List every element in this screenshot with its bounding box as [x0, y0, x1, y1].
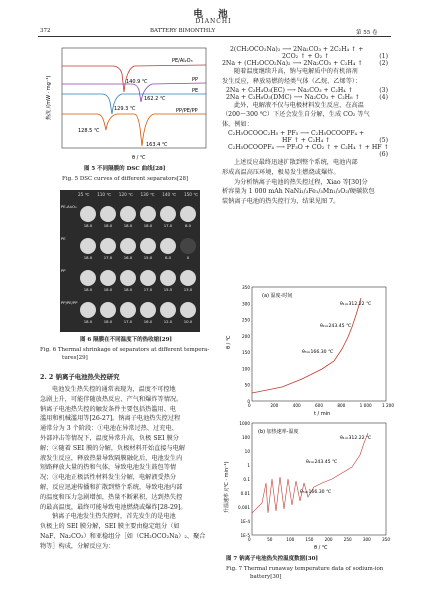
fig6-value: 13.0 [183, 287, 193, 292]
fig6-temp-label: 150 ℃ [183, 192, 198, 197]
curve-pp [62, 83, 206, 102]
fig6-value: 17.0 [123, 319, 133, 324]
journal-title: 电 池 [193, 9, 234, 20]
body-line: 急剧上升，可能伴随放热反应、产气和爆炸等情况。 [40, 395, 183, 403]
peak-label-1: 140.9 ℃ [126, 79, 148, 85]
fig6-sample [180, 302, 196, 318]
para-right-1: 上述反应最终迅速扩散到整个系统，电池内部 [234, 158, 358, 166]
fig7b-y-tick: 0.01 [240, 491, 250, 496]
volume-label: 第 55 卷 [356, 30, 378, 36]
fig7a-ann-2: θ₂=243.45 ℃ [320, 324, 352, 329]
legend-pe-al2o3: PE/Al₂O₃ [172, 58, 193, 64]
fig5-ylabel: 热流 /(mW · mg⁻¹) [46, 75, 52, 120]
para-right-2: 形成高温高压环境，极易发生燃烧或爆炸。 [222, 168, 340, 176]
body-line: 的最高温度，最终可能导致电池燃烧或爆炸[28-29]。 [40, 503, 187, 511]
fig6-caption-en: Fig. 6 Thermal shrinkage of separators at different tempera- [40, 347, 210, 353]
body-line: 物等］构成，分解反应为： [40, 542, 115, 550]
fig7-caption-en-2: battery[30] [250, 574, 282, 580]
fig6-row-label: PE-Al₂O₃ [61, 204, 77, 209]
fig7b-x-tick: 250 [343, 537, 352, 542]
fig7b-y-tick: 0.1 [243, 477, 250, 482]
section-heading: 2. 2 钠离子电池热失控研究 [40, 373, 120, 381]
fig6-row [60, 298, 200, 328]
fig5-caption-cn: 图 5 不同隔膜的 DSC 曲线[28] [84, 166, 166, 172]
fig6-sample [100, 206, 116, 222]
legend-pp: PP [192, 77, 199, 83]
peak-label-4: 128.5 ℃ [78, 128, 100, 134]
header-rule [38, 36, 391, 37]
fig7b-rate-curve [252, 433, 368, 513]
fig6-value: 15.0 [143, 255, 153, 260]
equation-1: 2(CH₂OCO₂Na)₂ ⟶ 2Na₂CO₃ + 2C₂H₄ ↑ + [230, 46, 364, 53]
running-header: BATTERY BIMONTHLY [150, 28, 216, 34]
fig6-value: 18.0 [143, 223, 153, 228]
fig6-value: 6.0 [164, 255, 172, 260]
fig7b-xlabel: θ / ℃ [314, 545, 328, 551]
fig6-sample [80, 238, 96, 254]
fig7a-y-tick: 200 [242, 333, 250, 339]
fig6-value: 0 [186, 255, 190, 260]
fig7b-x-tick: 300 [362, 537, 371, 542]
fig5-xlabel: θ / ℃ [132, 155, 146, 161]
fig7b-y-tick: 10 [244, 449, 250, 454]
fig7b-ann-1: θ₁=312.22 ℃ [340, 436, 372, 441]
fig6-temp-label: 140 ℃ [162, 192, 177, 197]
fig6-sample [160, 270, 176, 286]
peak-label-2: 162.2 ℃ [144, 96, 166, 102]
fig7b-ann-3: θ₃=166.30 ℃ [300, 490, 332, 495]
body-line: 电池发生热失控的通常表现为，温度不可控地 [52, 386, 176, 393]
fig7-chart [222, 283, 392, 553]
fig6-sample [160, 206, 176, 222]
fig7b-title: (b) 加热速率-温度 [258, 429, 299, 435]
para-mid-5: 体，例如： [222, 121, 253, 129]
fig6-value: 8.0 [184, 223, 192, 228]
fig7a-y-tick: 0 [247, 399, 250, 404]
peak-label-5: 163.4 ℃ [146, 142, 168, 148]
fig6-value: 18.0 [83, 223, 93, 228]
fig6-photo-grid [60, 190, 200, 332]
fig7a-x-tick: 800 [337, 403, 346, 408]
fig6-temp-label: 120 ℃ [118, 192, 133, 197]
equation-6-num: (6) [379, 150, 388, 158]
body-line: 负极上的 SEI 膜分解，SEI 膜主要由稳定组分（如 [40, 523, 180, 531]
fig7a-y-tick: 350 [242, 285, 250, 290]
fig6-temp-label: 25 ℃ [78, 192, 90, 197]
fig7a-ylabel: θ / ℃ [226, 335, 232, 349]
equation-3: 2Na + C₃H₄O₃(EC) ⟶ Na₂CO₃ + C₂H₄ ↑ (3) [226, 86, 388, 94]
fig6-temp-label: 130 ℃ [140, 192, 155, 197]
fig6-row-label: PE [61, 236, 66, 241]
body-line: 解；②随着 SEI 膜的分解，负极材料开始直接与电解 [40, 444, 186, 452]
fig6-row-label: PP/PE/PP [61, 300, 78, 305]
body-line: NaF、Na₂CO₃）和亚稳组分［如（CH₂OCO₂Na）₂、聚合 [40, 532, 206, 540]
fig5-dsc-chart [42, 44, 212, 166]
fig6-value: 12.0 [163, 319, 173, 324]
fig6-sample [180, 238, 196, 254]
fig6-sample [120, 206, 136, 222]
fig7a-temp-curve [252, 298, 361, 393]
fig7a-x-tick: 400 [292, 403, 301, 408]
body-line: 钠离子电池热失控的触发条件主要包括热滥用、电 [40, 405, 177, 413]
fig7b-x-tick: 350 [382, 537, 390, 542]
fig7a-y-tick: 50 [244, 382, 250, 388]
fig7a-title: (a) 温度-时间 [262, 293, 293, 299]
fig6-value: 18.0 [83, 319, 93, 324]
body-line: 钠离子电池发生热失控时，首先发生的是电池 [52, 513, 176, 521]
fig6-value: 18.0 [103, 287, 113, 292]
para-mid-4: （200～300 ℃）下还会发生自分解，生成 CO₂ 等气 [222, 111, 370, 119]
fig6-value: 16.0 [123, 255, 133, 260]
legend-pp-pe-pp: PP/PE/PP [176, 108, 198, 114]
fig7a-x-tick: 200 [270, 403, 279, 408]
equation-5-cont: HF ↑ + C₂H₄ ↑ (5) [282, 136, 388, 144]
equation-5: C₂H₅OCOOC₂H₅ + PF₅ ⟶ C₂H₅OCOOPF₄ + [228, 129, 365, 137]
para-mid-2: 发生反应，释放易燃的烃类气体（乙烷、乙烯等）： [222, 77, 362, 85]
fig7a-xlabel: t / min [314, 411, 331, 417]
fig7a-ann-1: θ₁=312.22 ℃ [340, 302, 372, 307]
fig7b-ann-2: θ₂=243.45 ℃ [306, 460, 338, 465]
equation-2: 2Na + (CH₂OCO₂Na)₂ ⟶ 2Na₂CO₃ + C₂H₄ ↑ (2) [222, 60, 388, 67]
equation-6: C₂H₅OCOOPF₄ ⟶ PF₃O + CO₂ ↑ + C₂H₄ ↑ + HF ↑ [228, 143, 389, 151]
fig7b-ylabel: 升温速率 /(℃ · min⁻¹) [224, 461, 230, 513]
body-line: 解，反应迅速传播和扩散到整个系统，导致电池内部 [40, 483, 183, 491]
body-line: 的温度和压力急剧增加，热量不断累积，达到热失控 [40, 493, 183, 501]
fig6-sample [140, 206, 156, 222]
body-line: 况；③电池正极活性材料发生分解，电解液受热分 [40, 474, 177, 482]
para-right-5: 装钠离子电池的热失控行为，结果见图 7。 [222, 198, 340, 206]
fig6-sample [120, 270, 136, 286]
body-line: 外部冲击等情况下，温度异常升高，负极 SEI 膜分 [40, 434, 179, 442]
fig7b-y-tick: 0.001 [238, 505, 250, 510]
page-number: 372 [40, 28, 51, 34]
fig7a-x-tick: 1 000 [359, 403, 372, 408]
fig6-value: 17.0 [103, 255, 113, 260]
fig7a-x-tick: 1 200 [382, 403, 394, 408]
fig6-value: 10.0 [183, 319, 193, 324]
fig6-sample [100, 270, 116, 286]
fig6-sample [140, 302, 156, 318]
fig7a-ann-3: θ₃=166.30 ℃ [302, 350, 334, 355]
fig6-sample [160, 238, 176, 254]
fig6-value: 18.0 [103, 223, 113, 228]
body-line: 液发生反应，释放热量导致隔膜融化后，电池发生内 [40, 454, 183, 462]
fig6-value: 15.5 [163, 287, 173, 292]
fig7a-y-tick: 150 [242, 350, 250, 356]
fig7b-y-tick: 100 [242, 435, 250, 440]
fig6-value: 18.0 [83, 255, 93, 260]
fig7a-x-tick: 600 [315, 403, 323, 408]
fig6-value: 16.0 [143, 319, 153, 324]
fig6-sample [120, 238, 136, 254]
fig6-sample [100, 238, 116, 254]
fig7b-y-tick: 1E-4 [240, 519, 250, 524]
fig7-caption-en: Fig. 7 Thermal runaway temperature data of sodium-ion [226, 566, 384, 572]
fig6-row [60, 202, 200, 232]
fig7b-x-tick: 50 [267, 537, 273, 542]
left-column-text [40, 385, 214, 552]
fig7-caption-cn: 图 7 钠离子电池热失控温度数据[30] [226, 556, 319, 562]
equation-1-cont: 2CO₂ ↑ + O₂ ↑ (1) [282, 53, 388, 60]
fig6-temp-label: 110 ℃ [97, 192, 112, 197]
fig7b-x-tick: 0 [248, 537, 251, 542]
fig6-caption-en-2: tures[29] [62, 355, 88, 361]
equation-4: 2Na + C₃H₆O₃(DMC) ⟶ Na₂CO₃ + C₂H₆ ↑ (4) [226, 93, 388, 101]
body-line: 滥用和机械滥用等[26-27]。钠离子电池热失控过程 [40, 415, 181, 423]
fig5-caption-en: Fig. 5 DSC curves of different separators[28] [62, 176, 189, 182]
fig6-sample [100, 302, 116, 318]
para-mid-3: 此外，电解液不仅与电极材料发生反应，在高温 [234, 101, 364, 109]
fig6-value: 18.0 [83, 287, 93, 292]
fig7b-y-tick: 1000 [239, 421, 250, 426]
body-line: 短路释放大量的热和气体，导致电池发生鼓包等情 [40, 464, 177, 472]
right-column [222, 46, 388, 207]
para-right-4: 析容量为 1 000 mAh NaNi₁/₃Fe₁/₃Mn₁/₃O₂/硬碳软包 [222, 188, 375, 196]
fig6-row-label: PP [61, 268, 66, 273]
fig7a-y-tick: 100 [242, 366, 250, 372]
fig6-sample [80, 270, 96, 286]
fig7b-y-tick: 1E-5 [240, 533, 250, 538]
fig6-sample [80, 302, 96, 318]
para-mid-1: 随着温度继续升高，钠与电解质中的有机溶剂 [234, 68, 358, 75]
fig6-sample [140, 238, 156, 254]
fig6-row [60, 266, 200, 296]
fig6-sample [80, 206, 96, 222]
journal-title-en: DIANCHI [195, 18, 232, 25]
fig6-sample [160, 302, 176, 318]
fig6-value: 17.0 [163, 223, 173, 228]
fig7b-x-tick: 200 [324, 537, 333, 542]
fig6-sample [120, 302, 136, 318]
fig6-caption-cn: 图 6 隔膜在不同温度下的热收缩[29] [80, 337, 173, 343]
fig6-row [60, 234, 200, 264]
fig7a-y-tick: 250 [242, 317, 250, 323]
fig7b-x-tick: 150 [305, 537, 314, 542]
fig6-sample [180, 206, 196, 222]
fig6-value: 18.0 [103, 319, 113, 324]
fig6-value: 17.0 [143, 287, 153, 292]
para-right-3: 为分析钠离子电池的热失控过程，Xiao 等[30]分 [234, 178, 368, 186]
fig6-value: 18.0 [123, 287, 133, 292]
fig7b-x-tick: 100 [286, 537, 295, 542]
body-line: 通常分为 3 个阶段：①电池在异常过热、过充电、 [40, 425, 178, 433]
peak-label-3: 129.3 ℃ [114, 106, 136, 112]
fig6-sample [140, 270, 156, 286]
fig6-value: 18.0 [123, 223, 133, 228]
fig7a-y-tick: 300 [242, 301, 250, 307]
fig7a-x-tick: 0 [248, 403, 251, 408]
legend-pe: PE [192, 88, 199, 94]
fig7b-y-tick: 1 [247, 463, 250, 468]
fig6-sample [180, 270, 196, 286]
